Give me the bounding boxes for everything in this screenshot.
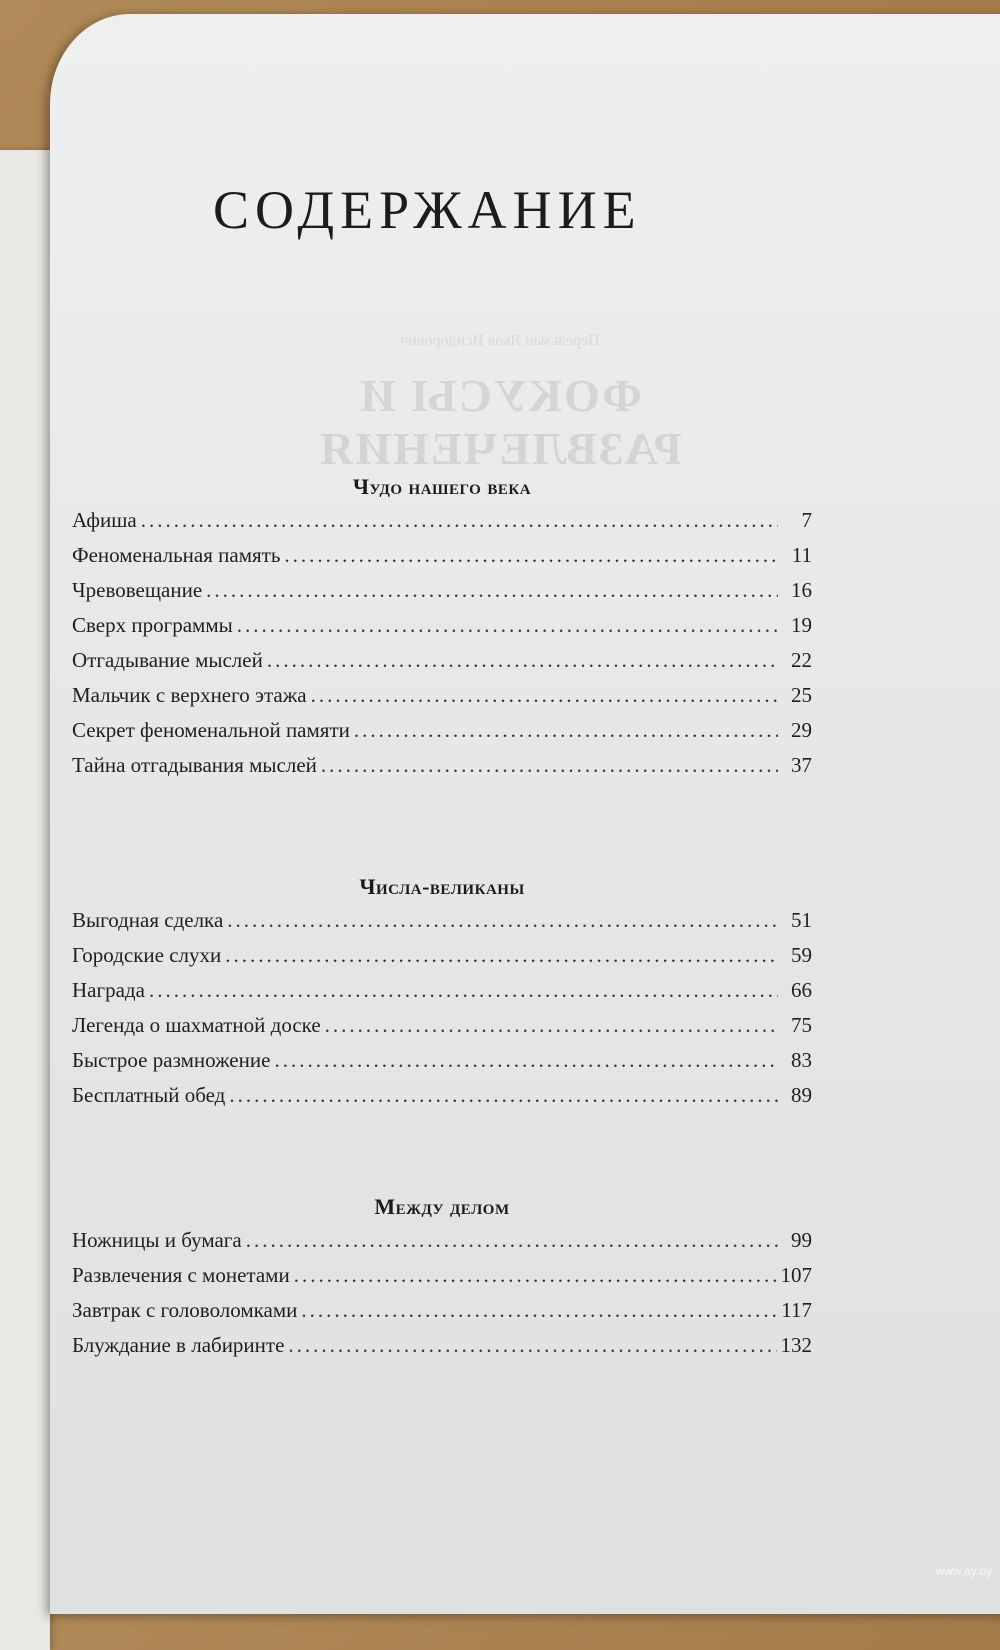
toc-entry-page-number: 25 [791,683,812,707]
toc-entry [72,1298,812,1333]
toc-entry-label: Чревовещание [72,578,203,602]
toc-entry [72,1048,812,1083]
section-title: Между делом [374,1194,510,1219]
toc-entry [72,648,812,683]
toc-entry-page-number: 29 [791,718,812,742]
dot-leader [225,943,778,968]
toc-section-2 [72,874,812,1118]
toc-entry [72,543,812,578]
toc-entry-label: Городские слухи [72,943,222,967]
toc-entry [72,508,812,543]
show-through-heading: ФОКУСЫ И РАЗВЛЕЧЕНИЯ [318,370,682,474]
dot-leader [227,908,778,933]
toc-entry-page-number: 83 [791,1048,812,1072]
toc-entry [72,908,812,943]
toc-entry-label: Развлечения с монетами [72,1263,290,1287]
toc-entry [72,718,812,753]
toc-entry-label: Мальчик с верхнего этажа [72,683,307,707]
dot-leader [311,683,778,708]
toc-entry-page-number: 66 [791,978,812,1002]
toc-entry [72,978,812,1013]
section-title: Числа-великаны [359,874,525,899]
toc-entry-label: Отгадывание мыслей [72,648,263,672]
dot-leader [237,613,778,638]
toc-entry [72,1013,812,1048]
toc-entry [72,943,812,978]
toc-entry-label: Завтрак с головоломками [72,1298,298,1322]
toc-entry-label: Ножницы и бумага [72,1228,242,1252]
toc-entry-page-number: 37 [791,753,812,777]
toc-entry-label: Выгодная сделка [72,908,224,932]
dot-leader [246,1228,778,1253]
toc-entry-label: Феноменальная память [72,543,281,567]
toc-entry-label: Блуждание в лабиринте [72,1333,285,1357]
toc-entry-page-number: 59 [791,943,812,967]
underlying-page-edge [0,150,50,1650]
dot-leader [284,543,778,568]
dot-leader [229,1083,778,1108]
dot-leader [141,508,778,533]
section-title: Чудо нашего века [352,474,532,499]
toc-entry-page-number: 7 [801,508,812,532]
toc-entry-page-number: 107 [780,1263,812,1287]
watermark: www.ay.by [935,1564,992,1578]
toc-entry-label: Легенда о шахматной доске [72,1013,321,1037]
toc-entry-page-number: 117 [781,1298,812,1322]
dot-leader [274,1048,778,1073]
dot-leader [206,578,778,603]
toc-entry-label: Бесплатный обед [72,1083,226,1107]
dot-leader [294,1263,777,1288]
toc-entry-page-number: 99 [791,1228,812,1252]
toc-entry-label: Афиша [72,508,137,532]
toc-entry-page-number: 132 [780,1333,812,1357]
toc-entry-label: Секрет феноменальной памяти [72,718,350,742]
toc-entry [72,1263,812,1298]
dot-leader [267,648,778,673]
toc-entry [72,1333,812,1368]
toc-entry-label: Награда [72,978,145,1002]
show-through-subheading: Перельман Яков Исидорович [400,332,600,349]
toc-entry-label: Тайна отгадывания мыслей [72,753,317,777]
book-page [50,14,1000,1614]
dot-leader [288,1333,776,1358]
toc-entry [72,753,812,788]
toc-entry-label: Сверх программы [72,613,233,637]
toc-entry-page-number: 11 [791,543,812,567]
toc-entry-page-number: 16 [791,578,812,602]
toc-entry-label: Быстрое размножение [72,1048,271,1072]
toc-entry [72,1083,812,1118]
dot-leader [325,1013,778,1038]
toc-entry [72,683,812,718]
contents-title: СОДЕРЖАНИЕ [213,180,642,240]
toc-entry-page-number: 75 [791,1013,812,1037]
toc-section-3 [72,1194,812,1368]
toc-entry-page-number: 51 [791,908,812,932]
toc-entry [72,578,812,613]
toc-section-1 [72,474,812,788]
dot-leader [354,718,778,743]
dot-leader [301,1298,777,1323]
toc-entry [72,1228,812,1263]
dot-leader [149,978,778,1003]
toc-entry [72,613,812,648]
dot-leader [321,753,778,778]
toc-entry-page-number: 89 [791,1083,812,1107]
toc-entry-page-number: 19 [791,613,812,637]
toc-entry-page-number: 22 [791,648,812,672]
